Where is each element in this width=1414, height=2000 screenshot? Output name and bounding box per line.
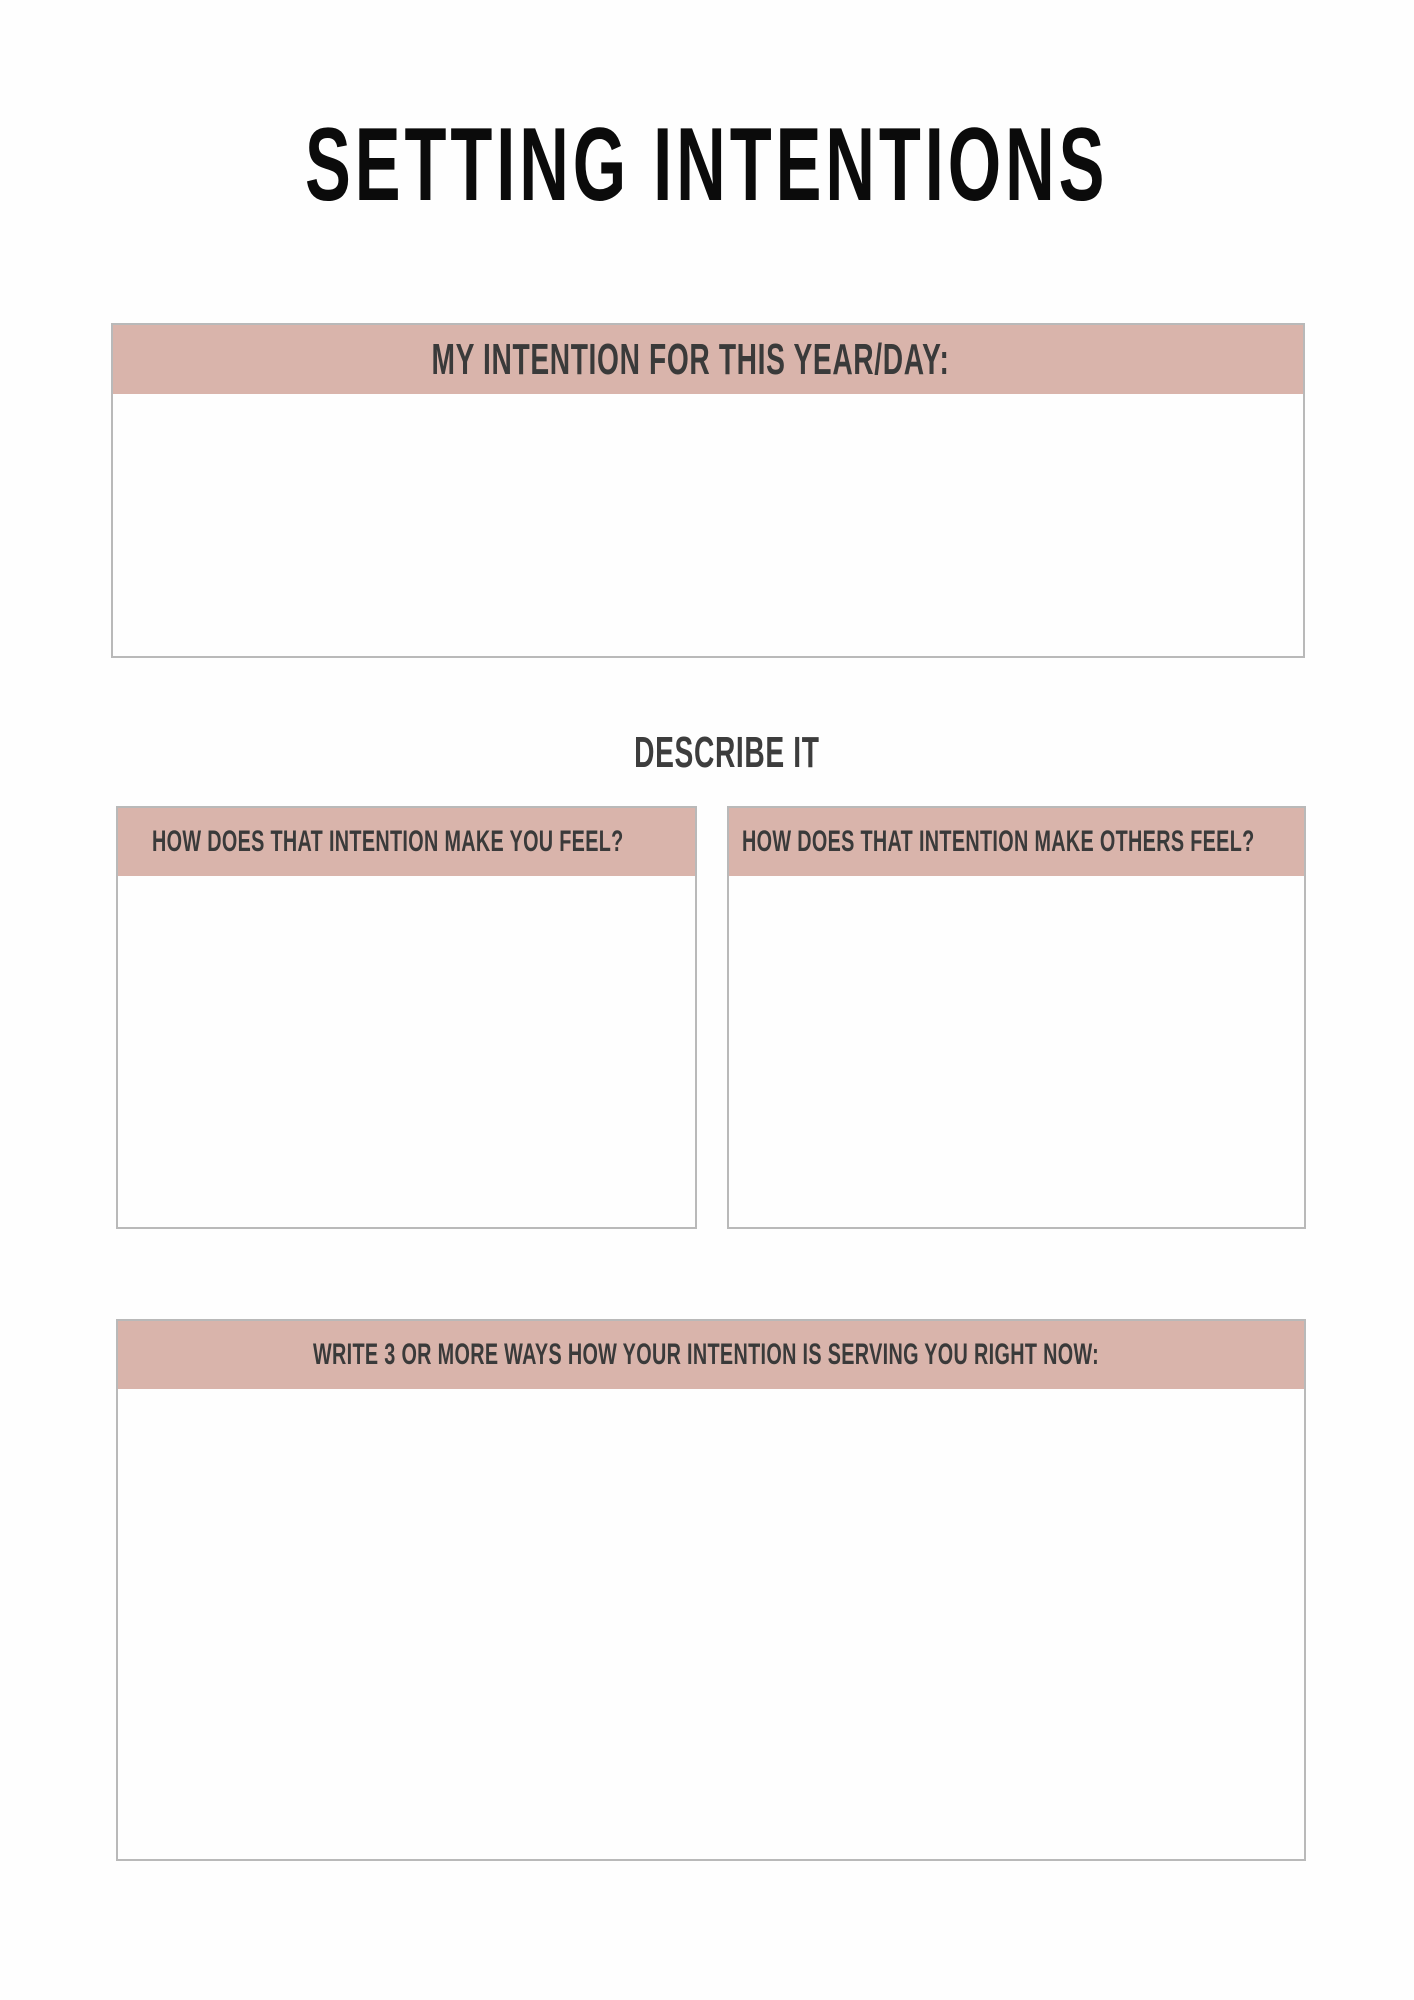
feel-self-box[interactable] [116,806,697,1229]
serving-ways-label: WRITE 3 OR MORE WAYS HOW YOUR INTENTION IS SERVING YOU RIGHT NOW: [313,1338,1100,1371]
intention-label: MY INTENTION FOR THIS YEAR/DAY: [431,335,950,384]
page-title-container [0,105,1414,225]
feel-others-box[interactable] [727,806,1306,1229]
feel-others-box-header [729,808,1304,876]
feel-self-box-header [118,808,695,876]
serving-ways-box-header [118,1321,1304,1389]
page-title: SETTING INTENTIONS [305,107,1109,223]
describe-heading-container [0,725,1414,781]
describe-heading: DESCRIBE IT [634,728,820,777]
intention-box[interactable] [111,323,1305,658]
feel-others-label: HOW DOES THAT INTENTION MAKE OTHERS FEEL? [742,825,1255,858]
intention-label-container [113,325,1303,394]
intention-box-header [113,325,1303,394]
feel-self-label: HOW DOES THAT INTENTION MAKE YOU FEEL? [152,825,624,858]
serving-ways-box[interactable] [116,1319,1306,1861]
